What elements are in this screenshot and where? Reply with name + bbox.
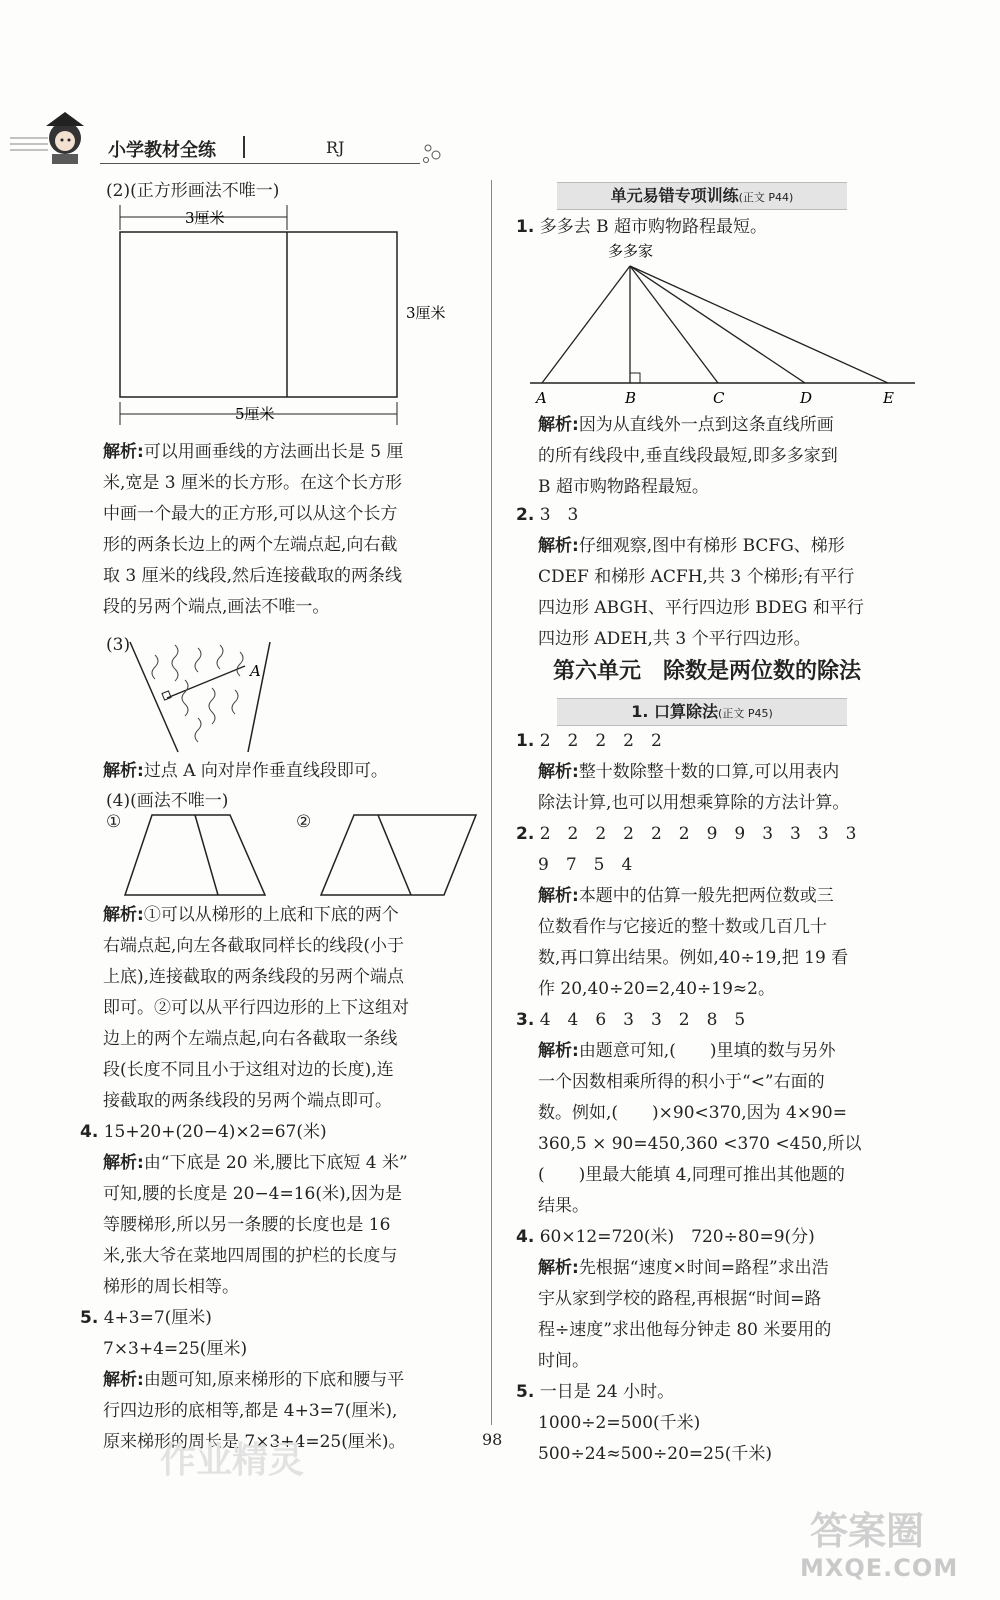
header-rule [100,163,420,164]
stamp-watermark: 作业精灵 [160,1440,305,1481]
fig-bottom-label: 5厘米 [235,405,275,423]
book-title: 小学教材全练 [108,140,216,161]
header-divider [243,136,245,158]
page-number: 98 [482,1430,503,1449]
rectangle-figure [110,200,470,435]
question-4: 4. 15+20+(20−4)×2=67(米) 解析:由“下底是 20 米,腰比下底短 4 米” 可知,腰的长度是 20−4=16(米),因为是 等腰梯形,所以另一条腰的长度也是 16 米,张大爷在菜地四周围的护栏的长度与 梯形的周长相等。 5. 4+3=7(厘米) 7×3+4=25(厘米) 解析:由题可知,原来梯形的下底和腰与平 行四边形的底相等,都是 4+3=7(厘米), 原来梯形的周长是 7×3+4=25(厘米)。 [80,1122,408,1452]
jiexi-label: 解析: [103,442,144,462]
mascot-icon [8,108,103,168]
logo-watermark: 答案圈 [810,1509,925,1553]
fig-top-label: 3厘米 [185,209,225,227]
q4-circle-1: ① [106,812,122,832]
r-q1-explanation: 解析:因为从直线外一点到这条直线所画 的所有线段中,垂直线段最短,即多多家到 B 超市购物路程最短。 [538,415,838,497]
point-a-label: A [250,662,261,680]
site-watermark: MXQE.COM [800,1554,959,1582]
banner-unit-errors: 单元易错专项训练(正文 P44) [557,182,847,210]
q4-circle-2: ② [296,812,312,832]
point-label: A [536,389,547,407]
section-answers: 1. 2 2 2 2 2 解析:整十数除整十数的口算,可以用表内 除法计算,也可以用想乘算除的方法计算。 2. 2 2 2 2 2 2 9 9 3 3 3 3 9 7 5 4 解析:本题中的估算一般先把两位数或三 位数看作与它接近的整十数或几百几十 数,再口算出结果。例如,40÷19,把 19 看 作 20,40÷20=2,40÷19≈2。 3. 4 4 6 3 3 2 8 5 解析:由题意可知,( )里填的数与另外 一个因数相乘所得的积小于“<”右面的 数。例如,( )×90<370,因为 4×90= 360,5 × 90=450,360 <370 <450,所以 ( )里最大能填 4,同理可推出其他题的 结果。 4. 60×12=720(米) 720÷80=9(分) 解析:先根据“速度×时间=路程”求出浩 宇从家到学校的路程,再根据“时间=路 程÷速度”求出他每分钟走 80 米要用的 时间。 5. 一日是 24 小时。 1000÷2=500(千米) 500÷24≈500÷20=25(千米) [516,731,862,1464]
point-label: E [883,389,894,407]
point-label: D [800,389,813,407]
q4-title: (4)(画法不唯一) [106,791,229,811]
unit-title: 第六单元 除数是两位数的除法 [553,659,862,684]
q4-explanation: 解析:①可以从梯形的上底和下底的两个 右端点起,向左各截取同样长的线段(小于 上底),连接截取的两条线段的另两个端点 即可。②可以从平行四边形的上下这组对 边上的两个左端点起,向右各截取一条线 段(长度不同且小于这组对边的长度),连 接截取的两条线段的另两个端点即可。 [103,905,409,1111]
parallelogram-figure [316,810,486,900]
shortest-path-figure [530,238,920,413]
home-label: 多多家 [608,242,654,260]
header [0,100,460,170]
point-label: B [625,389,637,407]
fig-right-label: 3厘米 [406,304,446,322]
trapezoid-figure [120,810,280,900]
q2-explanation: 解析:可以用画垂线的方法画出长是 5 厘 米,宽是 3 厘米的长方形。在这个长方形 中画一个最大的正方形,可以从这个长方 形的两条长边上的两个左端点起,向右截 取 3 厘米的线段,然后连接截取的两条线 段的另两个端点,画法不唯一。 [103,442,404,617]
r-question-2: 2. 3 3 解析:仔细观察,图中有梯形 BCFG、梯形 CDEF 和梯形 ACFH,共 3 个梯形;有平行 四边形 ABGH、平行四边形 BDEG 和平行 四边形 ADEH,共 3 个平行四边形。 [516,505,864,649]
river-figure [120,640,280,760]
edition-label: RJ [326,138,345,157]
banner-oral-division: 1. 口算除法(正文 P45) [557,698,847,726]
q2-title: (2)(正方形画法不唯一) [106,181,280,201]
column-divider [491,180,492,1425]
q3-title: (3) [106,635,131,655]
r-question-1: 1. 多多去 B 超市购物路程最短。 [516,217,768,237]
point-label: C [713,389,725,407]
q3-explanation: 解析:过点 A 向对岸作垂直线段即可。 [103,761,388,781]
bubbles-icon [418,140,448,168]
